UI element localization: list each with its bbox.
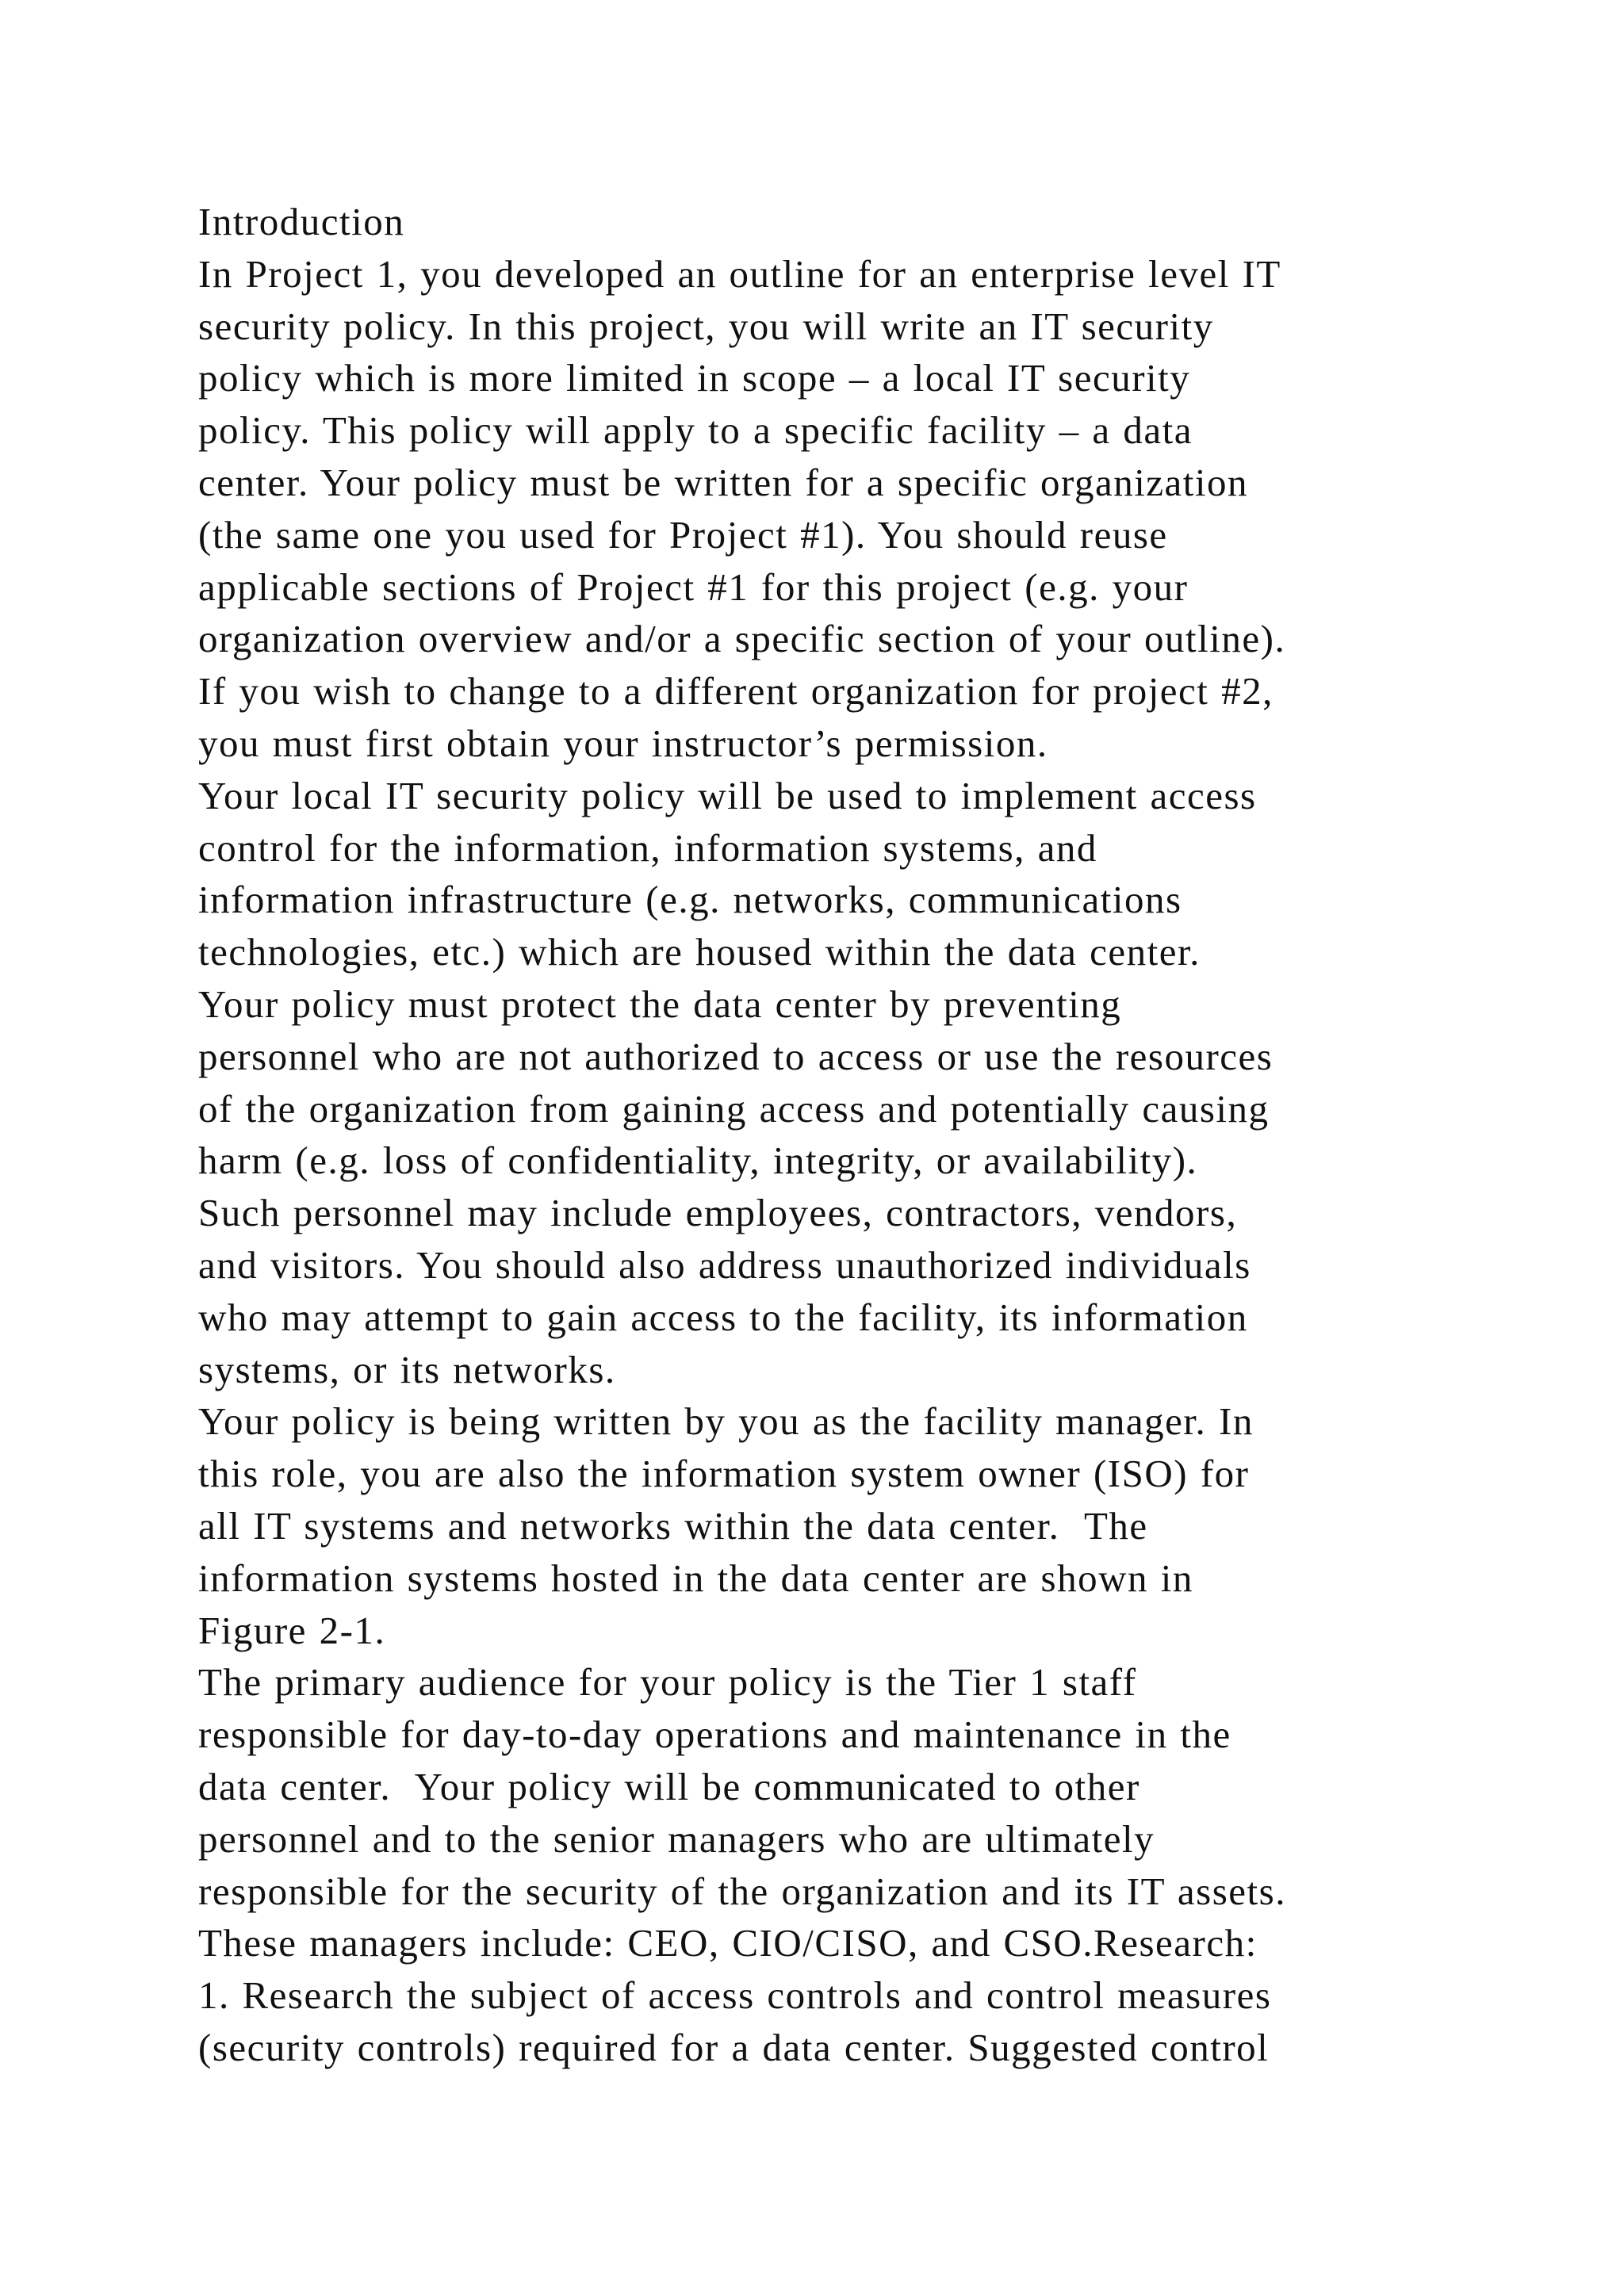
text-line: systems, or its networks. xyxy=(198,1347,616,1391)
text-line: Your local IT security policy will be used to implement access xyxy=(198,773,1257,817)
text-line: information systems hosted in the data center are shown in xyxy=(198,1556,1193,1600)
text-line: personnel and to the senior managers who are ultimately xyxy=(198,1816,1155,1861)
text-line: technologies, etc.) which are housed within the data center. xyxy=(198,930,1201,974)
text-line: Such personnel may include employees, contractors, vendors, xyxy=(198,1191,1238,1235)
text-line: responsible for day-to-day operations and maintenance in the xyxy=(198,1712,1231,1757)
text-line: The primary audience for your policy is the Tier 1 staff xyxy=(198,1660,1137,1705)
text-line: In Project 1, you developed an outline for an enterprise level IT xyxy=(198,251,1281,296)
text-line: of the organization from gaining access and potentially causing xyxy=(198,1086,1270,1131)
text-line: you must first obtain your instructor’s permission. xyxy=(198,721,1048,765)
text-line: Your policy must protect the data center by preventing xyxy=(198,982,1122,1026)
text-line: 1. Research the subject of access controls and control measures xyxy=(198,1973,1272,2018)
text-line: security policy. In this project, you will write an IT security xyxy=(198,304,1214,348)
text-line: policy which is more limited in scope – a local IT security xyxy=(198,356,1191,400)
text-line: These managers include: CEO, CIO/CISO, and CSO.Research: xyxy=(198,1921,1258,1965)
text-line: applicable sections of Project #1 for this project (e.g. your xyxy=(198,564,1189,609)
text-line: this role, you are also the information system owner (ISO) for xyxy=(198,1452,1250,1496)
text-line: policy. This policy will apply to a specific facility – a data xyxy=(198,408,1193,453)
text-line: who may attempt to gain access to the facility, its information xyxy=(198,1295,1248,1339)
text-line: If you wish to change to a different organization for project #2, xyxy=(198,669,1274,714)
text-line: Your policy is being written by you as the facility manager. In xyxy=(198,1399,1254,1444)
document-body xyxy=(198,196,1499,2074)
text-line: and visitors. You should also address unauthorized individuals xyxy=(198,1242,1251,1287)
text-line: Figure 2-1. xyxy=(198,1608,386,1652)
text-line: (security controls) required for a data center. Suggested control xyxy=(198,2025,1270,2069)
text-line: responsible for the security of the organization and its IT assets. xyxy=(198,1869,1286,1913)
text-line: all IT systems and networks within the data center. The xyxy=(198,1503,1148,1548)
text-line: harm (e.g. loss of confidentiality, integrity, or availability). xyxy=(198,1138,1198,1183)
text-line: data center. Your policy will be communicated to other xyxy=(198,1764,1140,1808)
text-line: control for the information, information systems, and xyxy=(198,825,1097,870)
text-line: (the same one you used for Project #1). You should reuse xyxy=(198,512,1168,557)
text-line: organization overview and/or a specific section of your outline). xyxy=(198,617,1286,661)
text-line: information infrastructure (e.g. networks, communications xyxy=(198,878,1182,922)
text-line: center. Your policy must be written for a specific organization xyxy=(198,460,1249,504)
heading-introduction: Introduction xyxy=(198,200,405,243)
text-line: personnel who are not authorized to access or use the resources xyxy=(198,1034,1274,1078)
